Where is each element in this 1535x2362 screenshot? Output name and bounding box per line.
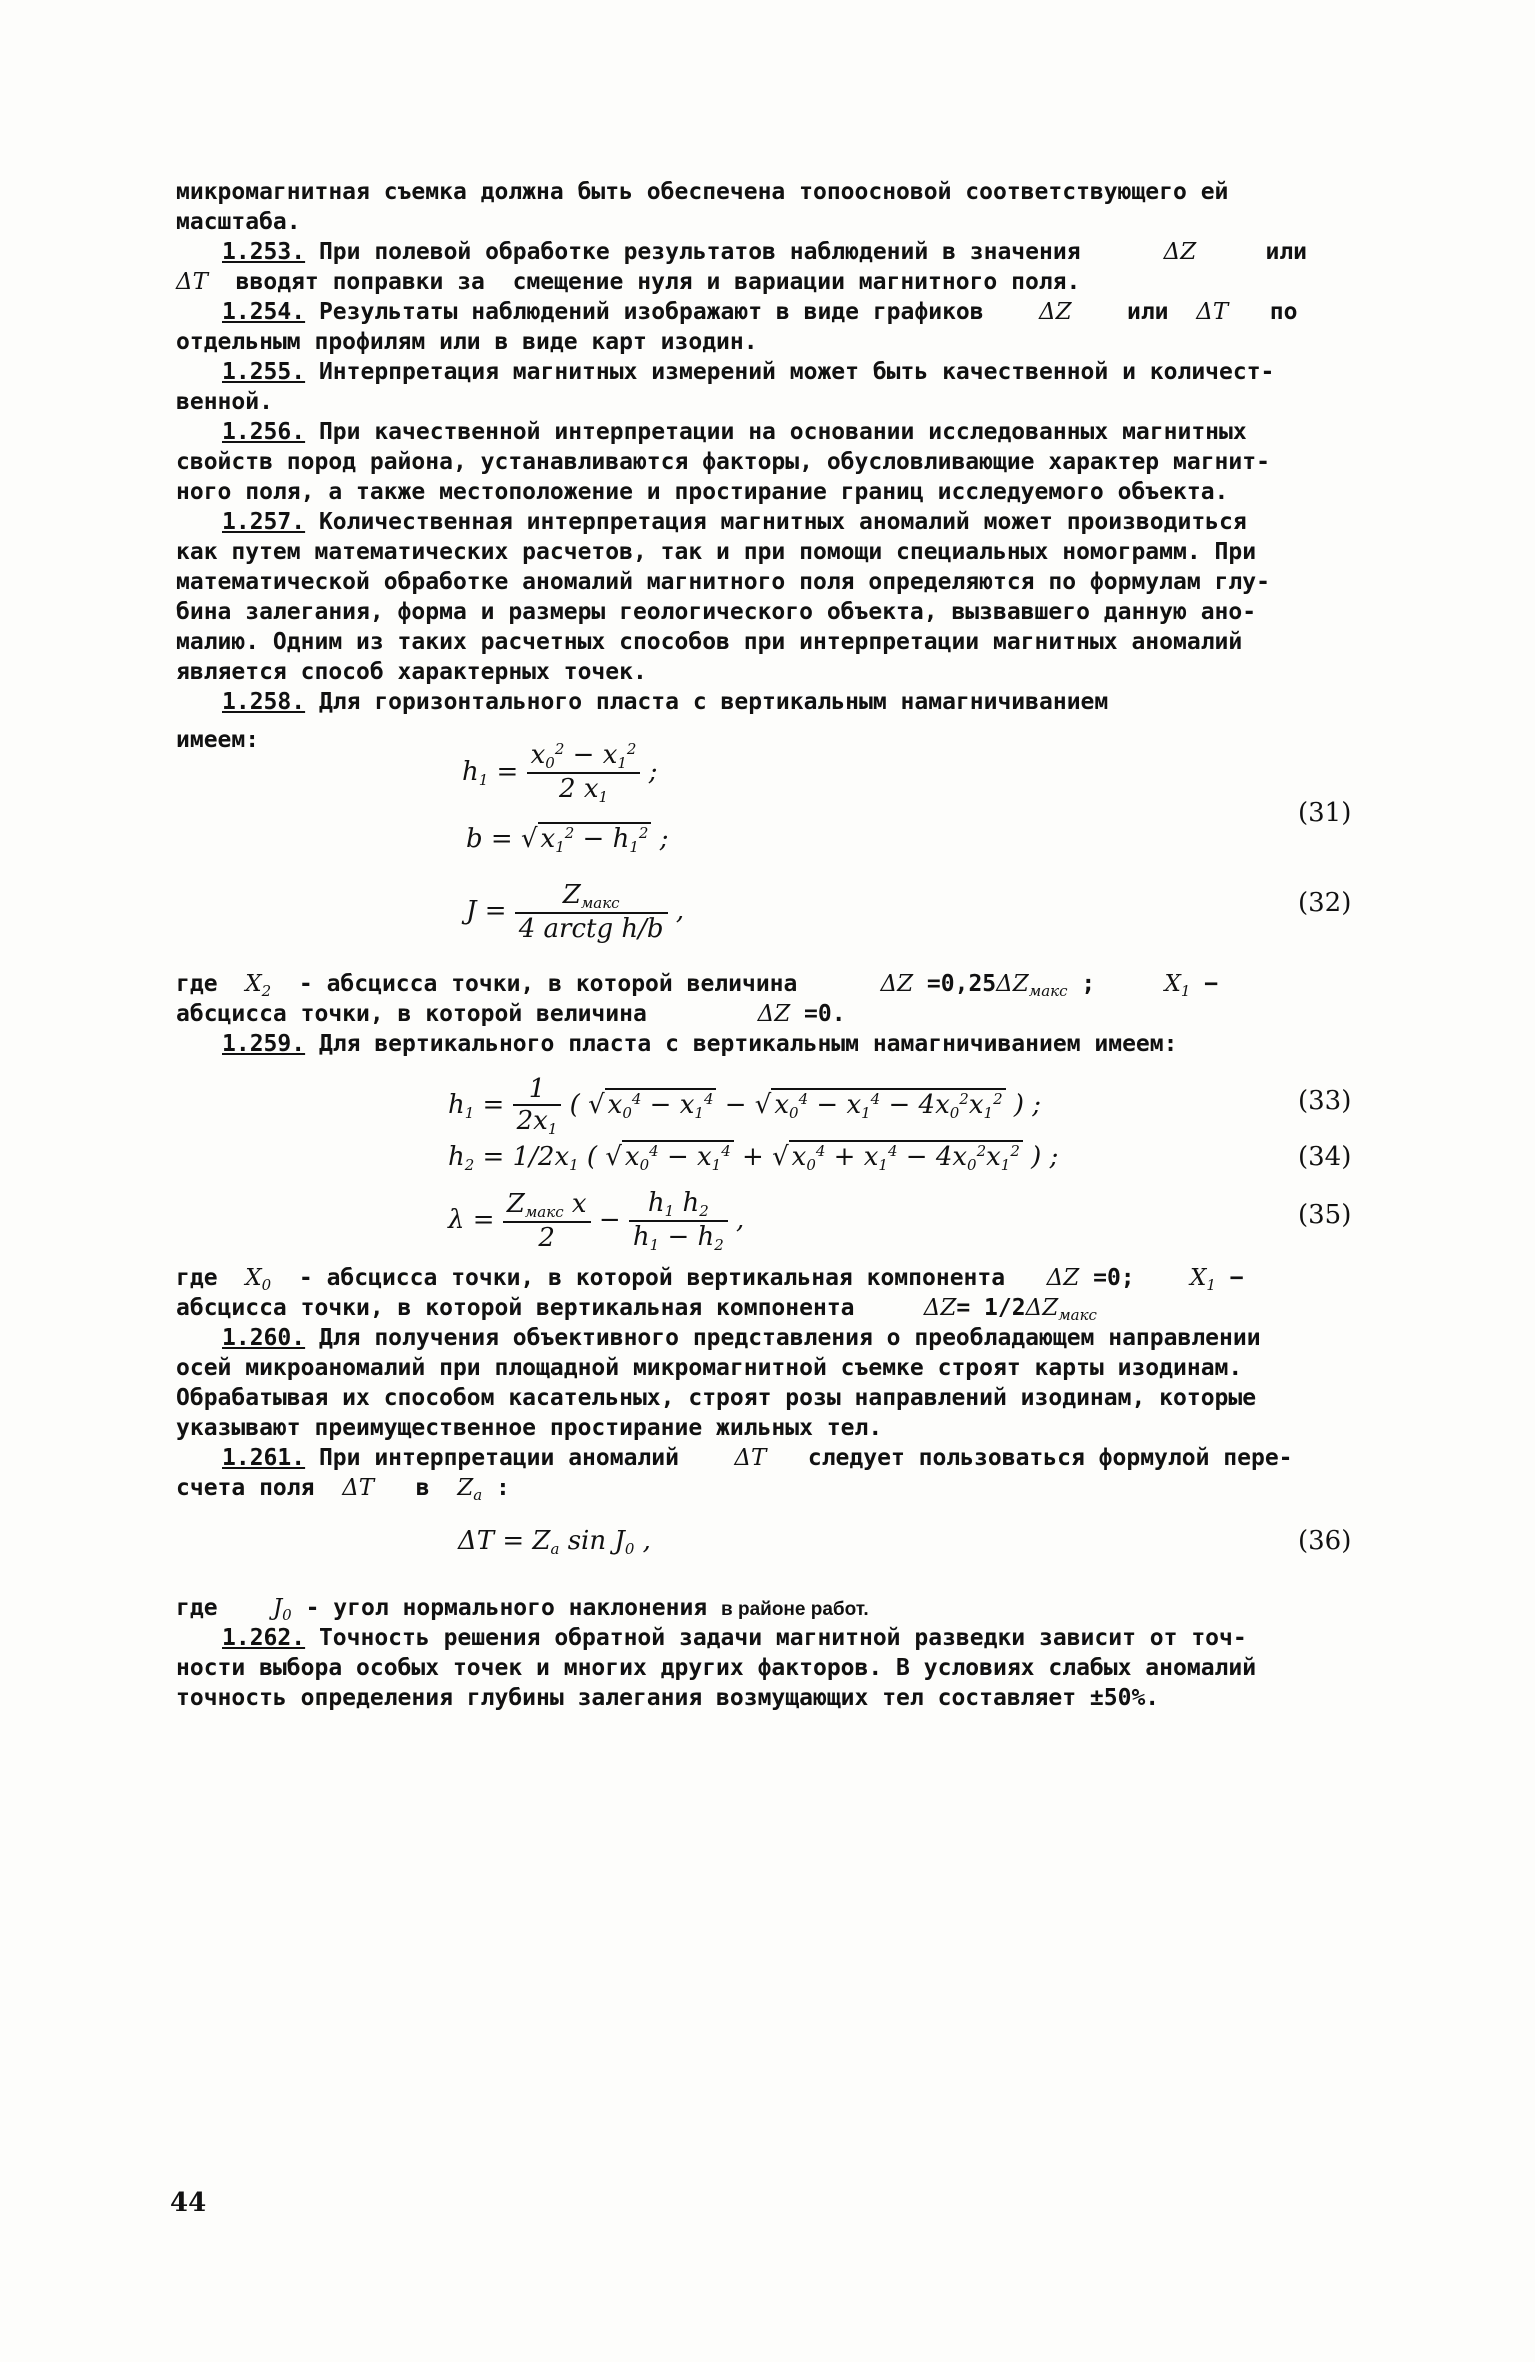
text-line: указывают преимущественное простирание жильных тел. <box>176 1415 883 1441</box>
text-line: ности выбора особых точек и многих других факторов. В условиях слабых аномалий <box>176 1655 1257 1681</box>
paragraph-1-255: 1.255. Интерпретация магнитных измерений может быть качественной и количест- <box>222 359 1275 385</box>
text-line: абсцисса точки, в которой вертикальная компонента $\Delta Z= 1/2\Delta Z_{макс}$ <box>176 1295 1097 1324</box>
formula-deltaT: $\Delta T = Z_a$ $\sin J_0$ , <box>458 1526 651 1558</box>
text-line: является способ характерных точек. <box>176 659 647 685</box>
page-number: 44 <box>170 2188 207 2218</box>
paragraph-1-262: 1.262. Точность решения обратной задачи магнитной разведки зависит от точ- <box>222 1625 1247 1651</box>
text-line: масштаба. <box>176 209 301 235</box>
text-line: осей микроаномалий при площадной микромагнитной съемке строят карты изодинам. <box>176 1355 1243 1381</box>
text-line: венной. <box>176 389 273 415</box>
text-line: имеем: <box>176 727 260 753</box>
text-line: как путем математических расчетов, так и при помощи специальных номограмм. При <box>176 539 1257 565</box>
text-line: точность определения глубины залегания возмущающих тел составляет ±50%. <box>176 1685 1160 1711</box>
section-number: 1.258. <box>222 689 306 715</box>
equation-number: (31) <box>1298 798 1352 828</box>
formula-lambda: λ = $\frac{Z_{макс} x}{2}$ − $\frac{h_1 h_2}{h_1 - h_2}$ , <box>448 1188 745 1254</box>
formula-h2: $h_2 = 1/2x_1$ ( √ $x_0^4 - x_1^4$ + √ $x_0^4 + x_1^4 - 4x_0^2x_1^2$ ) ; <box>448 1142 1059 1174</box>
section-number: 1.256. <box>222 419 306 445</box>
paragraph-1-257: 1.257. Количественная интерпретация магнитных аномалий может производиться <box>222 509 1247 535</box>
section-number: 1.253. <box>222 239 306 265</box>
paragraph-1-260: 1.260. Для получения объективного представления о преобладающем направлении <box>222 1325 1261 1351</box>
equation-number: (33) <box>1298 1086 1352 1116</box>
text-line: бина залегания, форма и размеры геологического объекта, вызвавшего данную ано- <box>176 599 1257 625</box>
text-line: ΔT вводят поправки за смещение нуля и вариации магнитного поля. <box>176 269 1081 295</box>
section-number: 1.260. <box>222 1325 306 1351</box>
equation-number: (36) <box>1298 1526 1352 1556</box>
text-line: где $X_2$ - абсцисса точки, в которой величина $\Delta Z =0,25\Delta Z_{макс}$ ; $X_1$ − <box>176 971 1219 1000</box>
text-line: свойств пород района, устанавливаются факторы, обусловливающие характер магнит- <box>176 449 1270 475</box>
section-number: 1.254. <box>222 299 306 325</box>
formula-h1-vertical: $h_1$ = $\frac{1}{2x_1}$ ( √ $x_0^4 - x_1^4$ − √ $x_0^4 - x_1^4 - 4x_0^2x_1^2$ ) ; <box>448 1074 1042 1138</box>
text-line: счета поля ΔT в $Z_a$ : <box>176 1475 510 1504</box>
equation-number: (35) <box>1298 1200 1352 1230</box>
text-line: отдельным профилям или в виде карт изодин. <box>176 329 758 355</box>
equation-number: (32) <box>1298 888 1352 918</box>
paragraph-1-259: 1.259. Для вертикального пласта с вертикальным намагничиванием имеем: <box>222 1031 1178 1057</box>
paragraph-1-258: 1.258. Для горизонтального пласта с вертикальным намагничиванием <box>222 689 1109 715</box>
text-line: где $J_0$ - угол нормального наклонения в районе работ. <box>176 1595 869 1624</box>
text-line: абсцисса точки, в которой величина ΔZ =0. <box>176 1001 846 1027</box>
paragraph-1-256: 1.256. При качественной интерпретации на основании исследованных магнитных <box>222 419 1247 445</box>
text-line: Обрабатывая их способом касательных, строят розы направлений изодинам, которые <box>176 1385 1257 1411</box>
text-line: где $X_0$ - абсцисса точки, в которой вертикальная компонента ΔZ =0; $X_1$ − <box>176 1265 1244 1294</box>
section-number: 1.259. <box>222 1031 306 1057</box>
paragraph-1-254: 1.254. Результаты наблюдений изображают в виде графиков ΔZ или ΔT по <box>222 299 1298 325</box>
section-number: 1.255. <box>222 359 306 385</box>
text-line: малию. Одним из таких расчетных способов при интерпретации магнитных аномалий <box>176 629 1243 655</box>
section-number: 1.257. <box>222 509 306 535</box>
formula-h1: $h_1$ = $\frac{x_0^2 - x_1^2}{2 x_1}$ ; <box>462 740 658 806</box>
formula-b: b = √ $x_1^2 - h_1^2$ ; <box>466 824 669 856</box>
formula-J: J = $\frac{Z_{макс}}{\text{4 arctg h/b}}$ , <box>466 880 685 944</box>
paragraph-1-261: 1.261. При интерпретации аномалий ΔT следует пользоваться формулой пере- <box>222 1445 1293 1471</box>
section-number: 1.261. <box>222 1445 306 1471</box>
section-number: 1.262. <box>222 1625 306 1651</box>
text-line: ного поля, а также местоположение и простирание границ исследуемого объекта. <box>176 479 1229 505</box>
text-line: математической обработке аномалий магнитного поля определяются по формулам глу- <box>176 569 1270 595</box>
equation-number: (34) <box>1298 1142 1352 1172</box>
text-line: микромагнитная съемка должна быть обеспечена топоосновой соответствующего ей <box>176 179 1229 205</box>
paragraph-1-253: 1.253. При полевой обработке результатов наблюдений в значения ΔZ или <box>222 239 1308 265</box>
